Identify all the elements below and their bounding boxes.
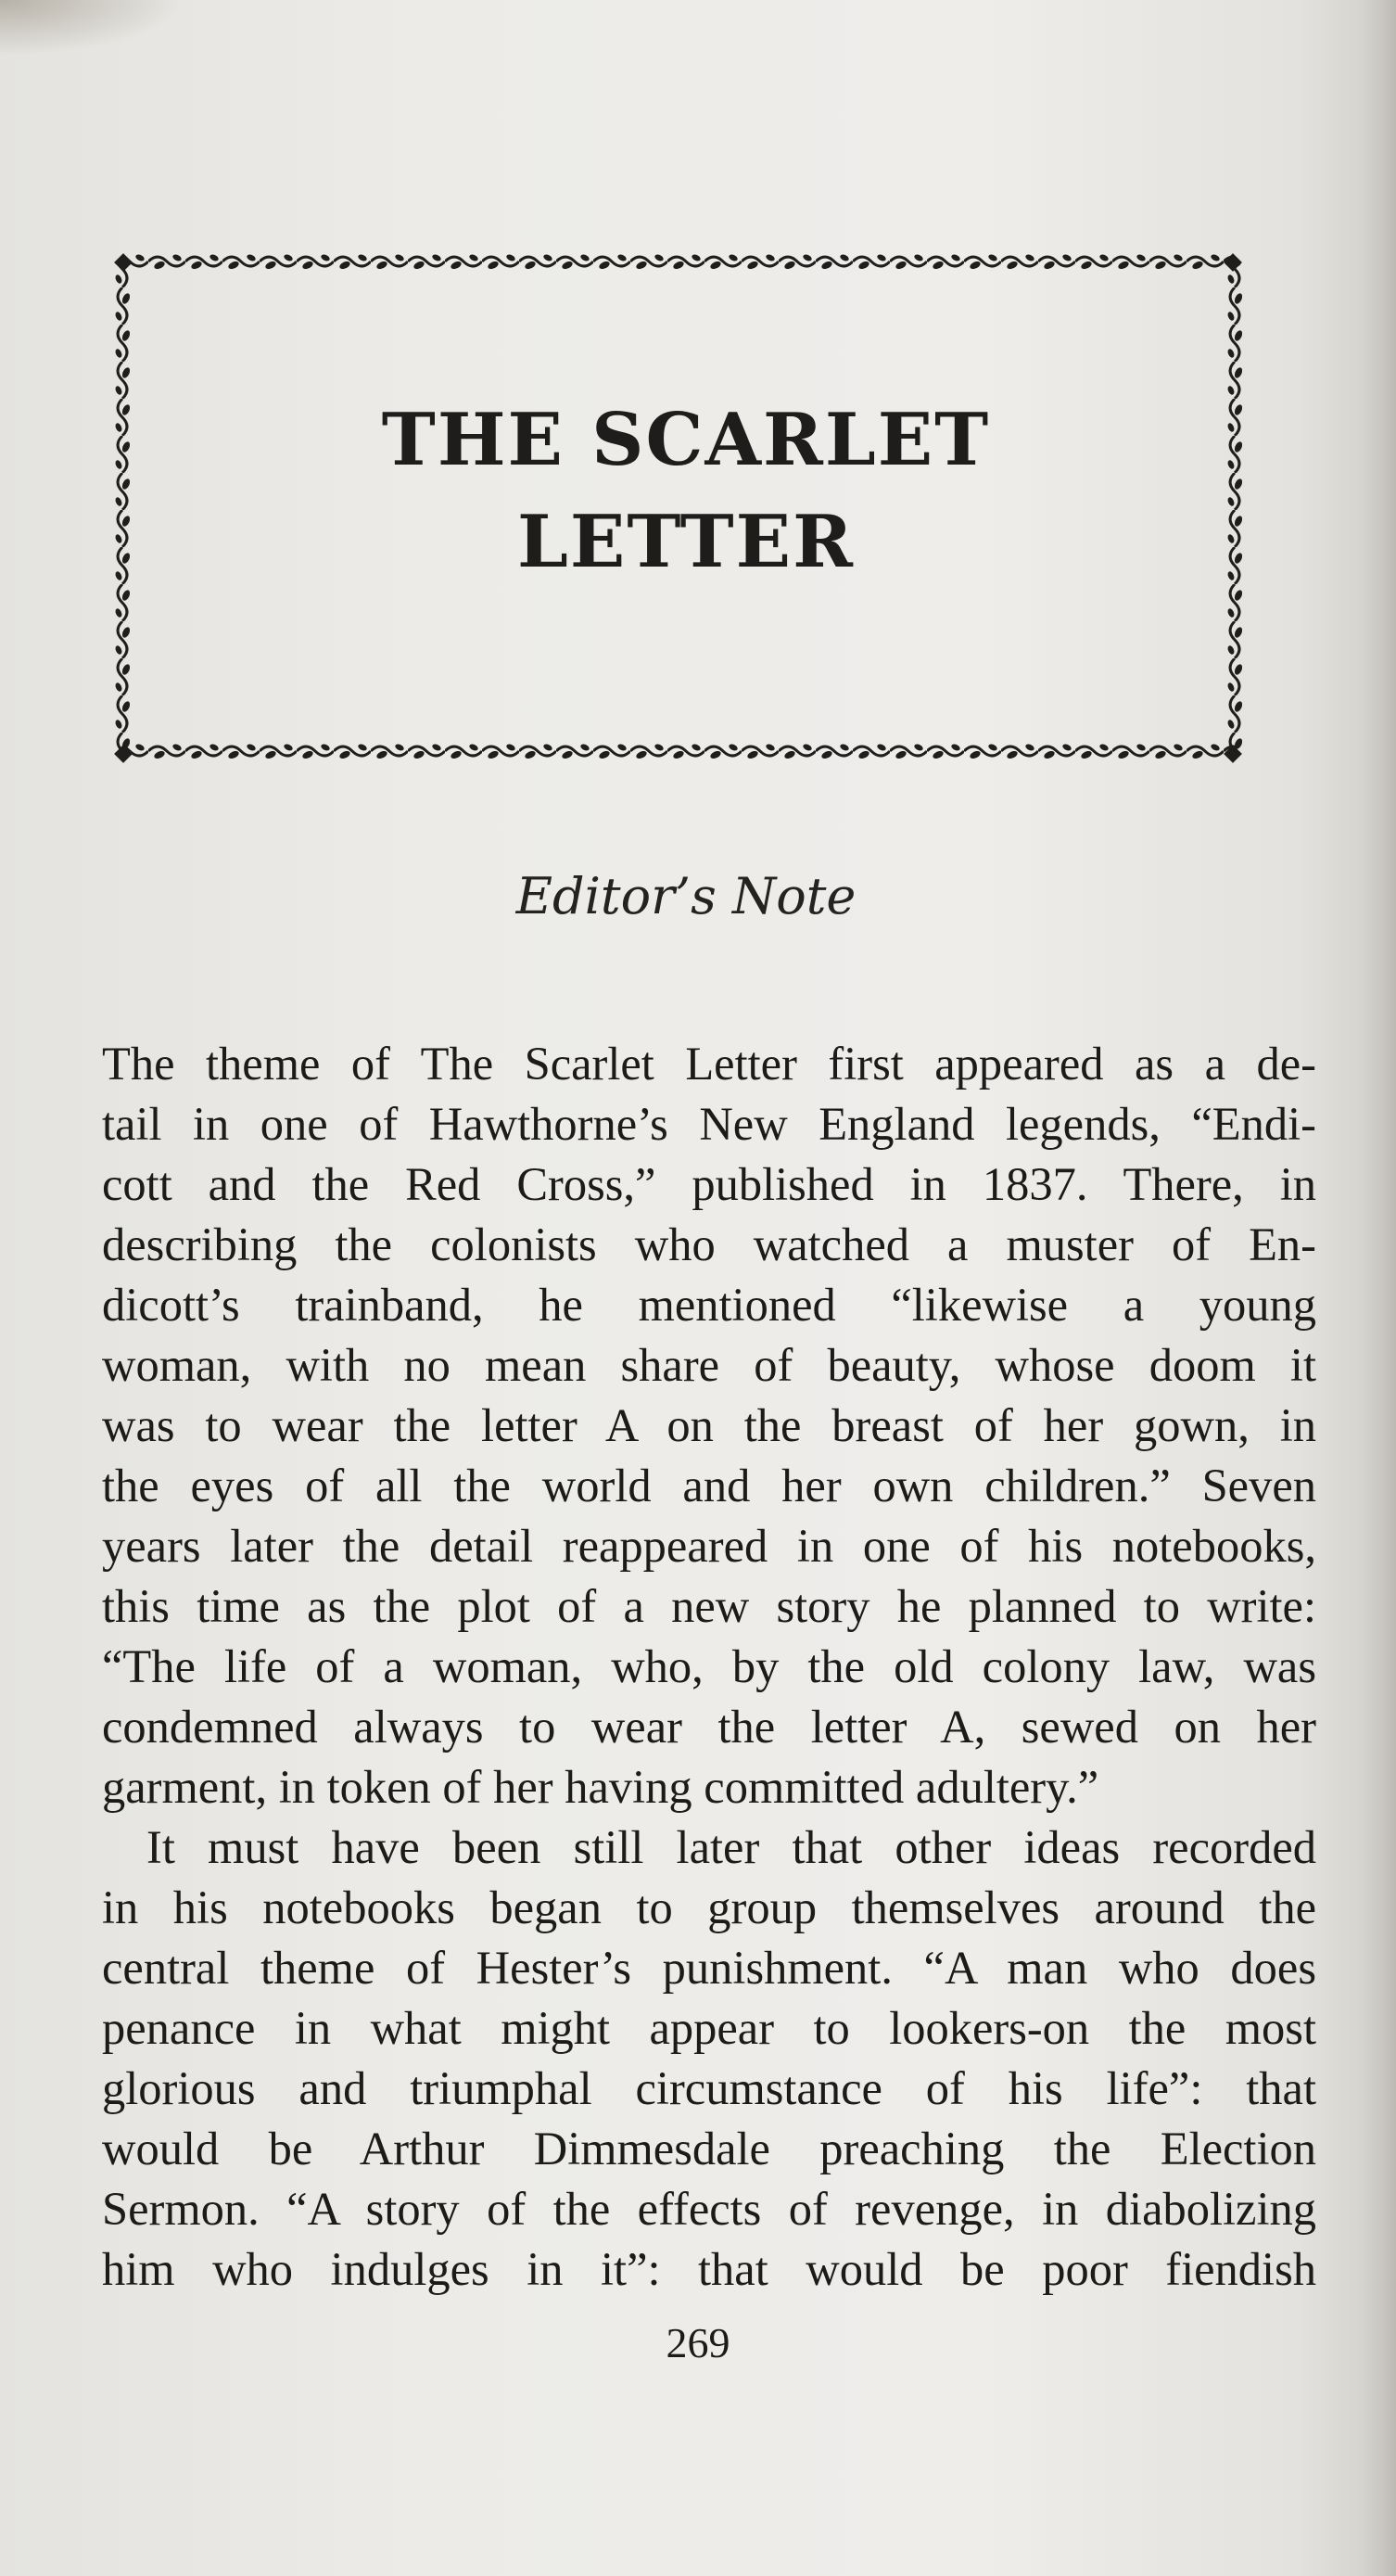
text-line: penance in what might appear to lookers-on the most — [102, 2002, 1316, 2054]
text-line: Sermon. “A story of the effects of revenge, in diabolizing — [102, 2183, 1316, 2235]
ornamental-title-frame — [111, 250, 1261, 774]
body-paragraphs — [102, 1034, 1316, 2300]
text-line: this time as the plot of a new story he planned to write: — [102, 1580, 1316, 1632]
text-line: tail in one of Hawthorne’s New England legends, “Endi- — [102, 1098, 1316, 1150]
text-line: garment, in token of her having committed adultery.” — [102, 1761, 1099, 1813]
text-line: central theme of Hester’s punishment. “A man who does — [102, 1942, 1316, 1994]
page-corner-shadow — [0, 0, 185, 56]
text-line: him who indulges in it”: that would be poor fiendish — [102, 2243, 1316, 2295]
text-line: in his notebooks began to group themselves around the — [102, 1881, 1316, 1933]
text-line: glorious and triumphal circumstance of his life”: that — [102, 2062, 1316, 2114]
title-line-2: LETTER — [517, 500, 855, 584]
text-line: condemned always to wear the letter A, sewed on her — [102, 1701, 1316, 1753]
page-edge — [1361, 0, 1396, 2576]
text-line: describing the colonists who watched a muster of En- — [102, 1218, 1316, 1270]
text-line: The theme of The Scarlet Letter first appeared as a de- — [102, 1038, 1316, 1090]
page-number: 269 — [666, 2319, 730, 2366]
text-line: would be Arthur Dimmesdale preaching the Election — [102, 2123, 1316, 2174]
text-line: It must have been still later that other ideas recorded — [146, 1821, 1316, 1873]
text-line: the eyes of all the world and her own children.” Seven — [102, 1460, 1316, 1511]
text-line: cott and the Red Cross,” published in 1837. There, in — [102, 1158, 1316, 1210]
section-heading: Editor’s Note — [515, 867, 857, 925]
text-line: woman, with no mean share of beauty, whose doom it — [102, 1339, 1316, 1391]
text-line: dicott’s trainband, he mentioned “likewise a young — [102, 1279, 1316, 1331]
book-title — [111, 389, 1261, 593]
text-line: “The life of a woman, who, by the old colony law, was — [102, 1640, 1316, 1692]
text-line: was to wear the letter A on the breast of her gown, in — [102, 1399, 1316, 1451]
text-line: years later the detail reappeared in one of his notebooks, — [102, 1520, 1316, 1572]
title-line-1: THE SCARLET — [381, 398, 991, 482]
